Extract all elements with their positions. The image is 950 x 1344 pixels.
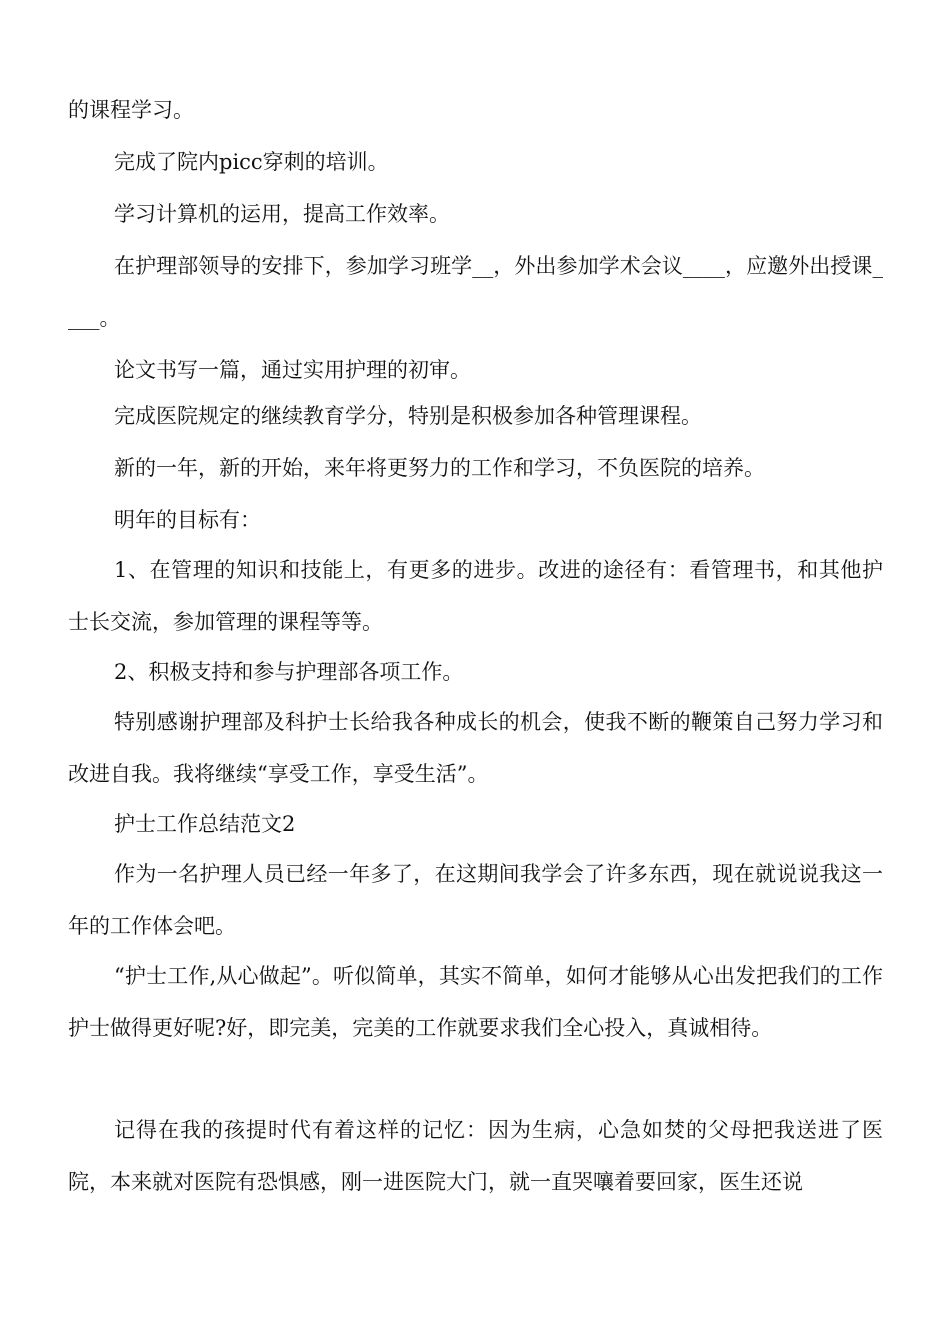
paragraph-experience-intro: 作为一名护理人员已经一年多了，在这期间我学会了许多东西，现在就说说我这一年的工作体会吧。: [68, 862, 883, 938]
paragraph-picc-training: 完成了院内picc穿刺的培训。: [114, 150, 389, 174]
paragraph-computer-study: 学习计算机的运用，提高工作效率。: [114, 202, 450, 226]
paragraph-next-year-goals: 明年的目标有：: [114, 508, 261, 532]
paragraph-training-arrangement: 在护理部领导的安排下，参加学习班学__，外出参加学术会议____，应邀外出授课____。: [68, 254, 883, 330]
paragraph-paper-writing: 论文书写一篇，通过实用护理的初审。: [114, 358, 471, 382]
paragraph-goal-1: 1、在管理的知识和技能上，有更多的进步。改进的途径有：看管理书，和其他护士长交流，参加管理的课程等等。: [68, 558, 883, 634]
paragraph-continuing-education: 完成医院规定的继续教育学分，特别是积极参加各种管理课程。: [114, 404, 702, 428]
paragraph-course-study-end: 的课程学习。: [68, 98, 194, 122]
paragraph-new-year: 新的一年，新的开始，来年将更努力的工作和学习，不负医院的培养。: [114, 456, 765, 480]
paragraph-goal-2: 2、积极支持和参与护理部各项工作。: [114, 660, 464, 684]
paragraph-childhood-memory: 记得在我的孩提时代有着这样的记忆：因为生病，心急如焚的父母把我送进了医院，本来就对医院有恐惧感，刚一进医院大门，就一直哭嚷着要回家，医生还说: [68, 1118, 883, 1194]
section-heading-summary-2: 护士工作总结范文2: [114, 812, 296, 836]
paragraph-thanks: 特别感谢护理部及科护士长给我各种成长的机会，使我不断的鞭策自己努力学习和改进自我。我将继续“享受工作，享受生活”。: [68, 710, 883, 786]
paragraph-from-heart: “护士工作,从心做起”。听似简单，其实不简单，如何才能够从心出发把我们的工作护士做得更好呢?好，即完美，完美的工作就要求我们全心投入，真诚相待。: [68, 964, 883, 1040]
